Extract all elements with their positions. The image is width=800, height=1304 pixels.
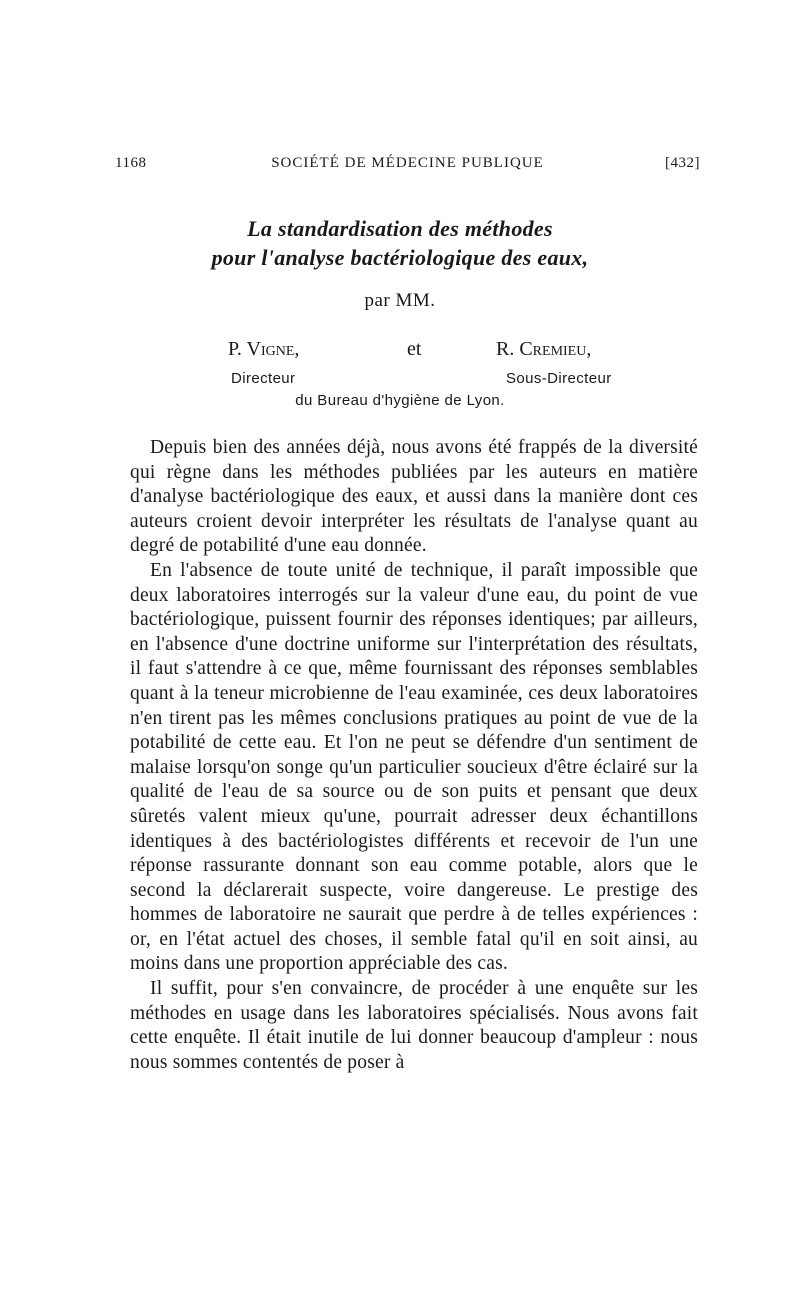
byline: par MM. (364, 290, 436, 311)
authors-row (0, 338, 800, 368)
bracket-page-number: [432] (665, 155, 700, 171)
role-sous-directeur: Sous-Directeur (506, 370, 612, 387)
paragraph-2: En l'absence de toute unité de technique, il paraît impossible que deux laboratoires interrogés sur la valeur d'une eau, du point de vue bactériologique, puissent fournir des réponses identiques; par ailleurs, en l'absence d'une doctrine uniforme sur l'interprétation des résultats, il faut s'attendre à ce que, même fournissant des réponses semblables quant à la teneur microbienne de l'eau examinée, ces deux laboratoires n'en tirent pas les mêmes conclusions pratiques au point de vue de la potabilité de cette eau. Et l'on ne peut se défendre d'un sentiment de malaise lorsqu'on songe qu'un particulier soucieux d'être éclairé sur la qualité de l'eau de sa source ou de son puits et pensant que deux sûretés valent mieux qu'une, pourrait adresser deux échantillons identiques à des bactériologistes différents et recevoir de l'un une réponse rassurante donnant son eau comme potable, alors que le second la déclarerait suspecte, voire dangereuse. Le prestige des hommes de laboratoire ne saurait que perdre à de telles expériences : or, en l'état actuel des choses, il semble fatal qu'il en soit ainsi, au moins dans une proportion appréciable des cas. (130, 559, 698, 975)
paragraph-1: Depuis bien des années déjà, nous avons été frappés de la diversité qui règne dans les méthodes publiées par les auteurs en matière d'analyse bactériologique des eaux, et aussi dans la manière dont ces auteurs croient devoir interpréter les résultats de l'analyse quant au degré de potabilité d'une eau donnée. (130, 437, 698, 557)
article-body (130, 436, 698, 1075)
author-cremieu: R. Cremieu, (496, 338, 592, 360)
page-number: 1168 (115, 155, 147, 171)
running-title: SOCIÉTÉ DE MÉDECINE PUBLIQUE (271, 155, 544, 171)
author-vigne: P. Vigne, (228, 338, 300, 360)
running-header (115, 155, 700, 181)
article-title-line-2: pour l'analyse bactériologique des eaux, (211, 245, 589, 270)
paragraph-3: Il suffit, pour s'en convaincre, de procéder à une enquête sur les méthodes en usage dans les laboratoires spécialisés. Nous avons fait cette enquête. Il était inutile de lui donner beaucoup d'ampleur : nous nous sommes contentés de poser à (130, 978, 698, 1073)
author-conjunction: et (407, 338, 422, 360)
affiliation: du Bureau d'hygiène de Lyon. (295, 392, 505, 409)
role-directeur: Directeur (231, 370, 296, 387)
article-title (0, 214, 800, 272)
roles-row (0, 370, 800, 392)
article-title-line-1: La standardisation des méthodes (247, 216, 553, 241)
